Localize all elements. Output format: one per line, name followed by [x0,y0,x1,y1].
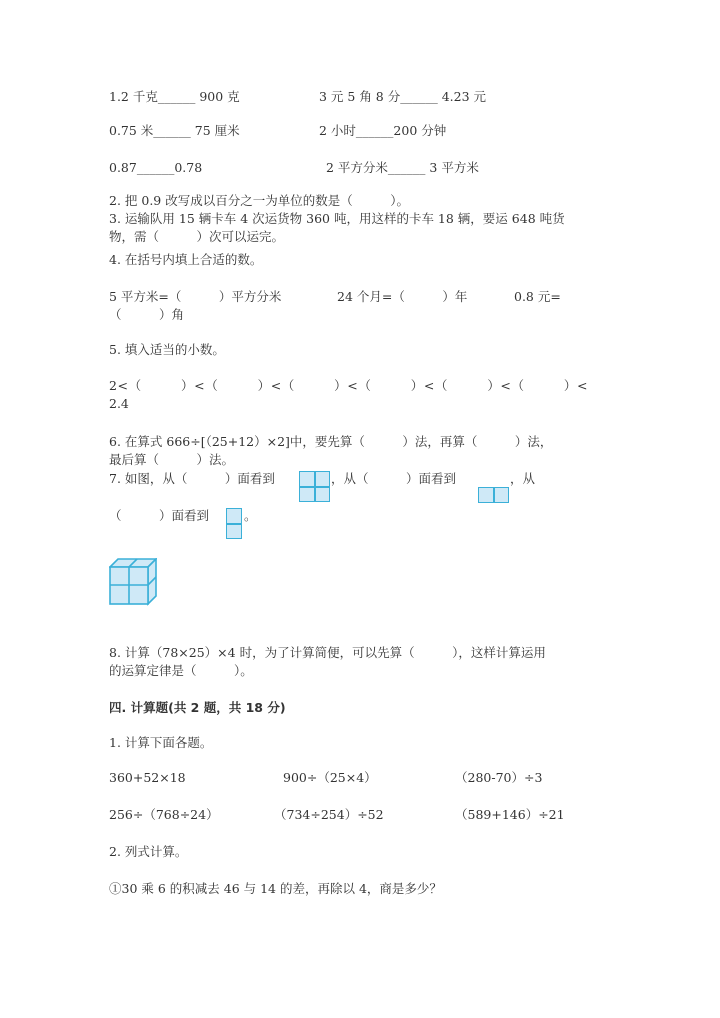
calc-2-1: 256÷（768÷24） [109,807,219,822]
top-view-icon [478,487,509,503]
question-4a: 5 平方米=（ ）平方分米 [109,289,282,304]
question-4: 4. 在括号内填上合适的数。 [109,252,263,267]
question-8-line2: 的运算定律是（ ）。 [109,663,253,678]
question-5-line1: 2<（ ）<（ ）<（ ）<（ ）<（ ）<（ ）< [109,378,589,393]
question-7-part4: （ ）面看到 [109,508,210,523]
question-7-part5: 。 [244,508,257,523]
question-7-part2: ，从（ ）面看到 [331,471,457,486]
compare-1b: 3 元 5 角 8 分______ 4.23 元 [319,89,487,104]
question-6-line2: 最后算（ ）法。 [109,452,235,467]
question-4b: 24 个月=（ ）年 [337,289,468,304]
question-2: 2. 把 0.9 改写成以百分之一为单位的数是（ ）。 [109,193,409,208]
question-4d: （ ）角 [109,307,185,322]
question-5: 5. 填入适当的小数。 [109,342,225,357]
question-3-line2: 物，需（ ）次可以运完。 [109,229,285,244]
calc-1-3: （280-70）÷3 [455,770,543,785]
section-4-question-1: 1. 计算下面各题。 [109,735,213,750]
compare-2b: 2 小时______200 分钟 [319,123,447,138]
calc-2-2: （734÷254）÷52 [274,807,384,822]
compare-2a: 0.75 米______ 75 厘米 [109,123,240,138]
compare-3b: 2 平方分米______ 3 平方米 [326,160,479,175]
section-4-heading: 四. 计算题(共 2 题，共 18 分) [109,700,286,715]
calc-1-2: 900÷（25×4） [283,770,377,785]
side-view-icon [226,508,242,539]
section-4-question-2: 2. 列式计算。 [109,844,188,859]
cube-figure-icon [109,558,157,606]
compare-3a: 0.87______0.78 [109,160,203,175]
question-7-part1: 7. 如图，从（ ）面看到 [109,471,275,486]
question-4c: 0.8 元= [514,289,561,304]
section-4-question-2a: ①30 乘 6 的积减去 46 与 14 的差，再除以 4，商是多少？ [109,881,442,896]
question-7-part3: ，从 [510,471,536,486]
compare-1a: 1.2 千克______ 900 克 [109,89,240,104]
question-3-line1: 3. 运输队用 15 辆卡车 4 次运货物 360 吨，用这样的卡车 18 辆，要运 648 吨货 [109,211,565,226]
question-5-line2: 2.4 [109,396,129,411]
calc-1-1: 360+52×18 [109,770,186,785]
question-8-line1: 8. 计算（78×25）×4 时，为了计算简便，可以先算（ ），这样计算运用 [109,645,546,660]
question-6-line1: 6. 在算式 666÷[（25+12）×2]中，要先算（ ）法，再算（ ）法， [109,434,553,449]
front-view-icon [299,471,330,502]
calc-2-3: （589+146）÷21 [455,807,565,822]
